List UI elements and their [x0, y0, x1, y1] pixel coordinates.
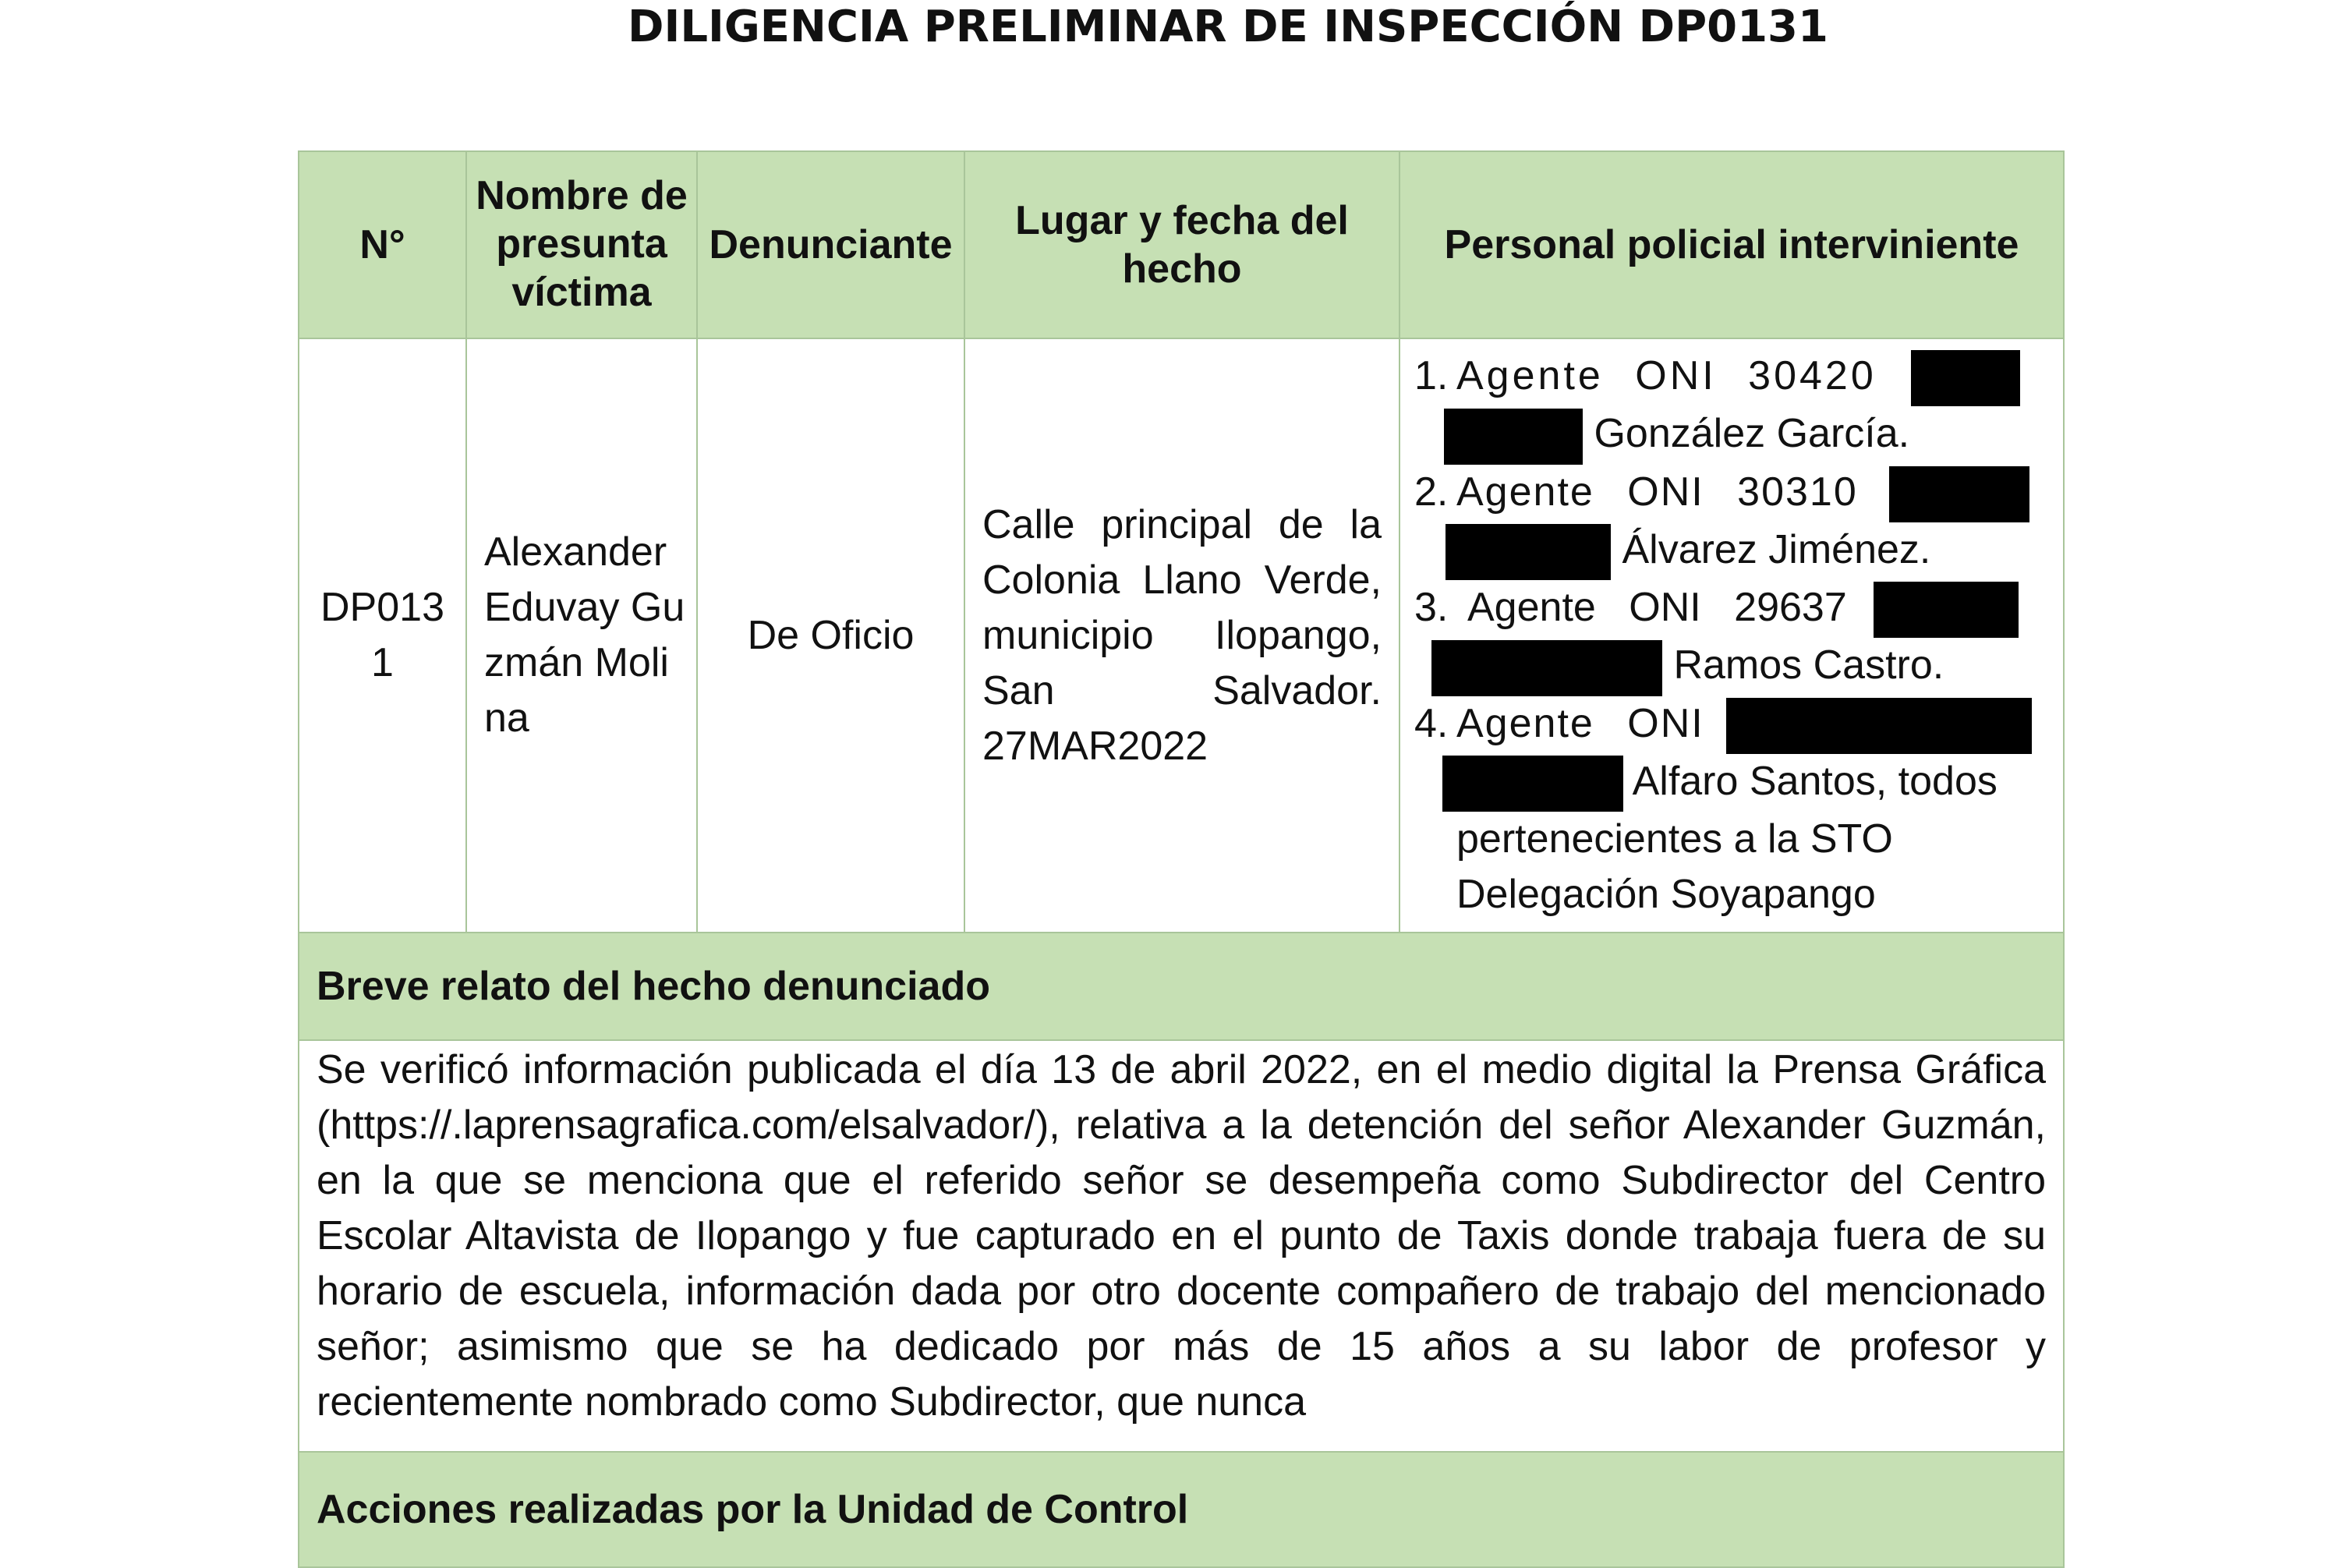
document-title: DILIGENCIA PRELIMINAR DE INSPECCIÓN DP0131 — [628, 2, 1828, 52]
narrative-section-header: Breve relato del hecho denunciado — [299, 933, 2064, 1040]
personnel-item: 4. Agente ONI Alfaro Santos, todos pertenecientes a la STO Delegación Soyapango — [1414, 696, 2051, 923]
personnel-item: 2. Agente ONI 30310 Álvarez Jiménez. — [1414, 465, 2051, 581]
redaction-block — [1889, 466, 2029, 522]
redaction-block — [1874, 582, 2019, 638]
personnel-item: 1. Agente ONI 30420 González García. — [1414, 349, 2051, 465]
redaction-block — [1444, 409, 1583, 465]
redaction-block — [1442, 756, 1623, 812]
case-number-cell: DP0131 — [299, 338, 466, 933]
place-date-cell: Calle principal de la Colonia Llano Verde, municipio Ilopango, San Salvador. 27MAR2022 — [964, 338, 1400, 933]
header-complainant: Denunciante — [697, 151, 964, 338]
inspection-table — [298, 150, 2065, 1568]
header-number: N° — [299, 151, 466, 338]
header-victim-name: Nombre de presunta víctima — [466, 151, 697, 338]
personnel-item: 3. Agente ONI 29637 Ramos Castro. — [1414, 580, 2051, 696]
redaction-block — [1911, 350, 2020, 406]
complainant-cell: De Oficio — [697, 338, 964, 933]
victim-name-cell: Alexander Eduvay Guzmán Molina — [466, 338, 697, 933]
redaction-block — [1726, 698, 2032, 754]
narrative-cell — [299, 1040, 2064, 1452]
narrative-text: Se verificó información publicada el día 13 de abril 2022, en el medio digital la Prensa Gráfica (https://.laprensagrafica.com/elsalvador/), relativa a la detención del señor Alexander Guzmán, en la que se menciona que el referido señor se desempeña como Subdirector del Centro Escolar Altavista de Ilopango y fue capturado en el punto de Taxis donde trabaja fuera de su horario de escuela, información dada por otro docente compañero de trabajo del mencionado señor; asimismo que se ha dedicado por más de 15 años a su labor de profesor y recientemente nombrado como Subdirector, que nunca — [317, 1047, 2046, 1425]
redaction-block — [1431, 640, 1662, 696]
actions-section-header: Acciones realizadas por la Unidad de Control — [299, 1452, 2064, 1567]
header-place-date: Lugar y fecha del hecho — [964, 151, 1400, 338]
personnel-list — [1400, 339, 2063, 932]
personnel-cell — [1400, 338, 2064, 933]
redaction-block — [1446, 524, 1611, 580]
header-personnel: Personal policial interviniente — [1400, 151, 2064, 338]
